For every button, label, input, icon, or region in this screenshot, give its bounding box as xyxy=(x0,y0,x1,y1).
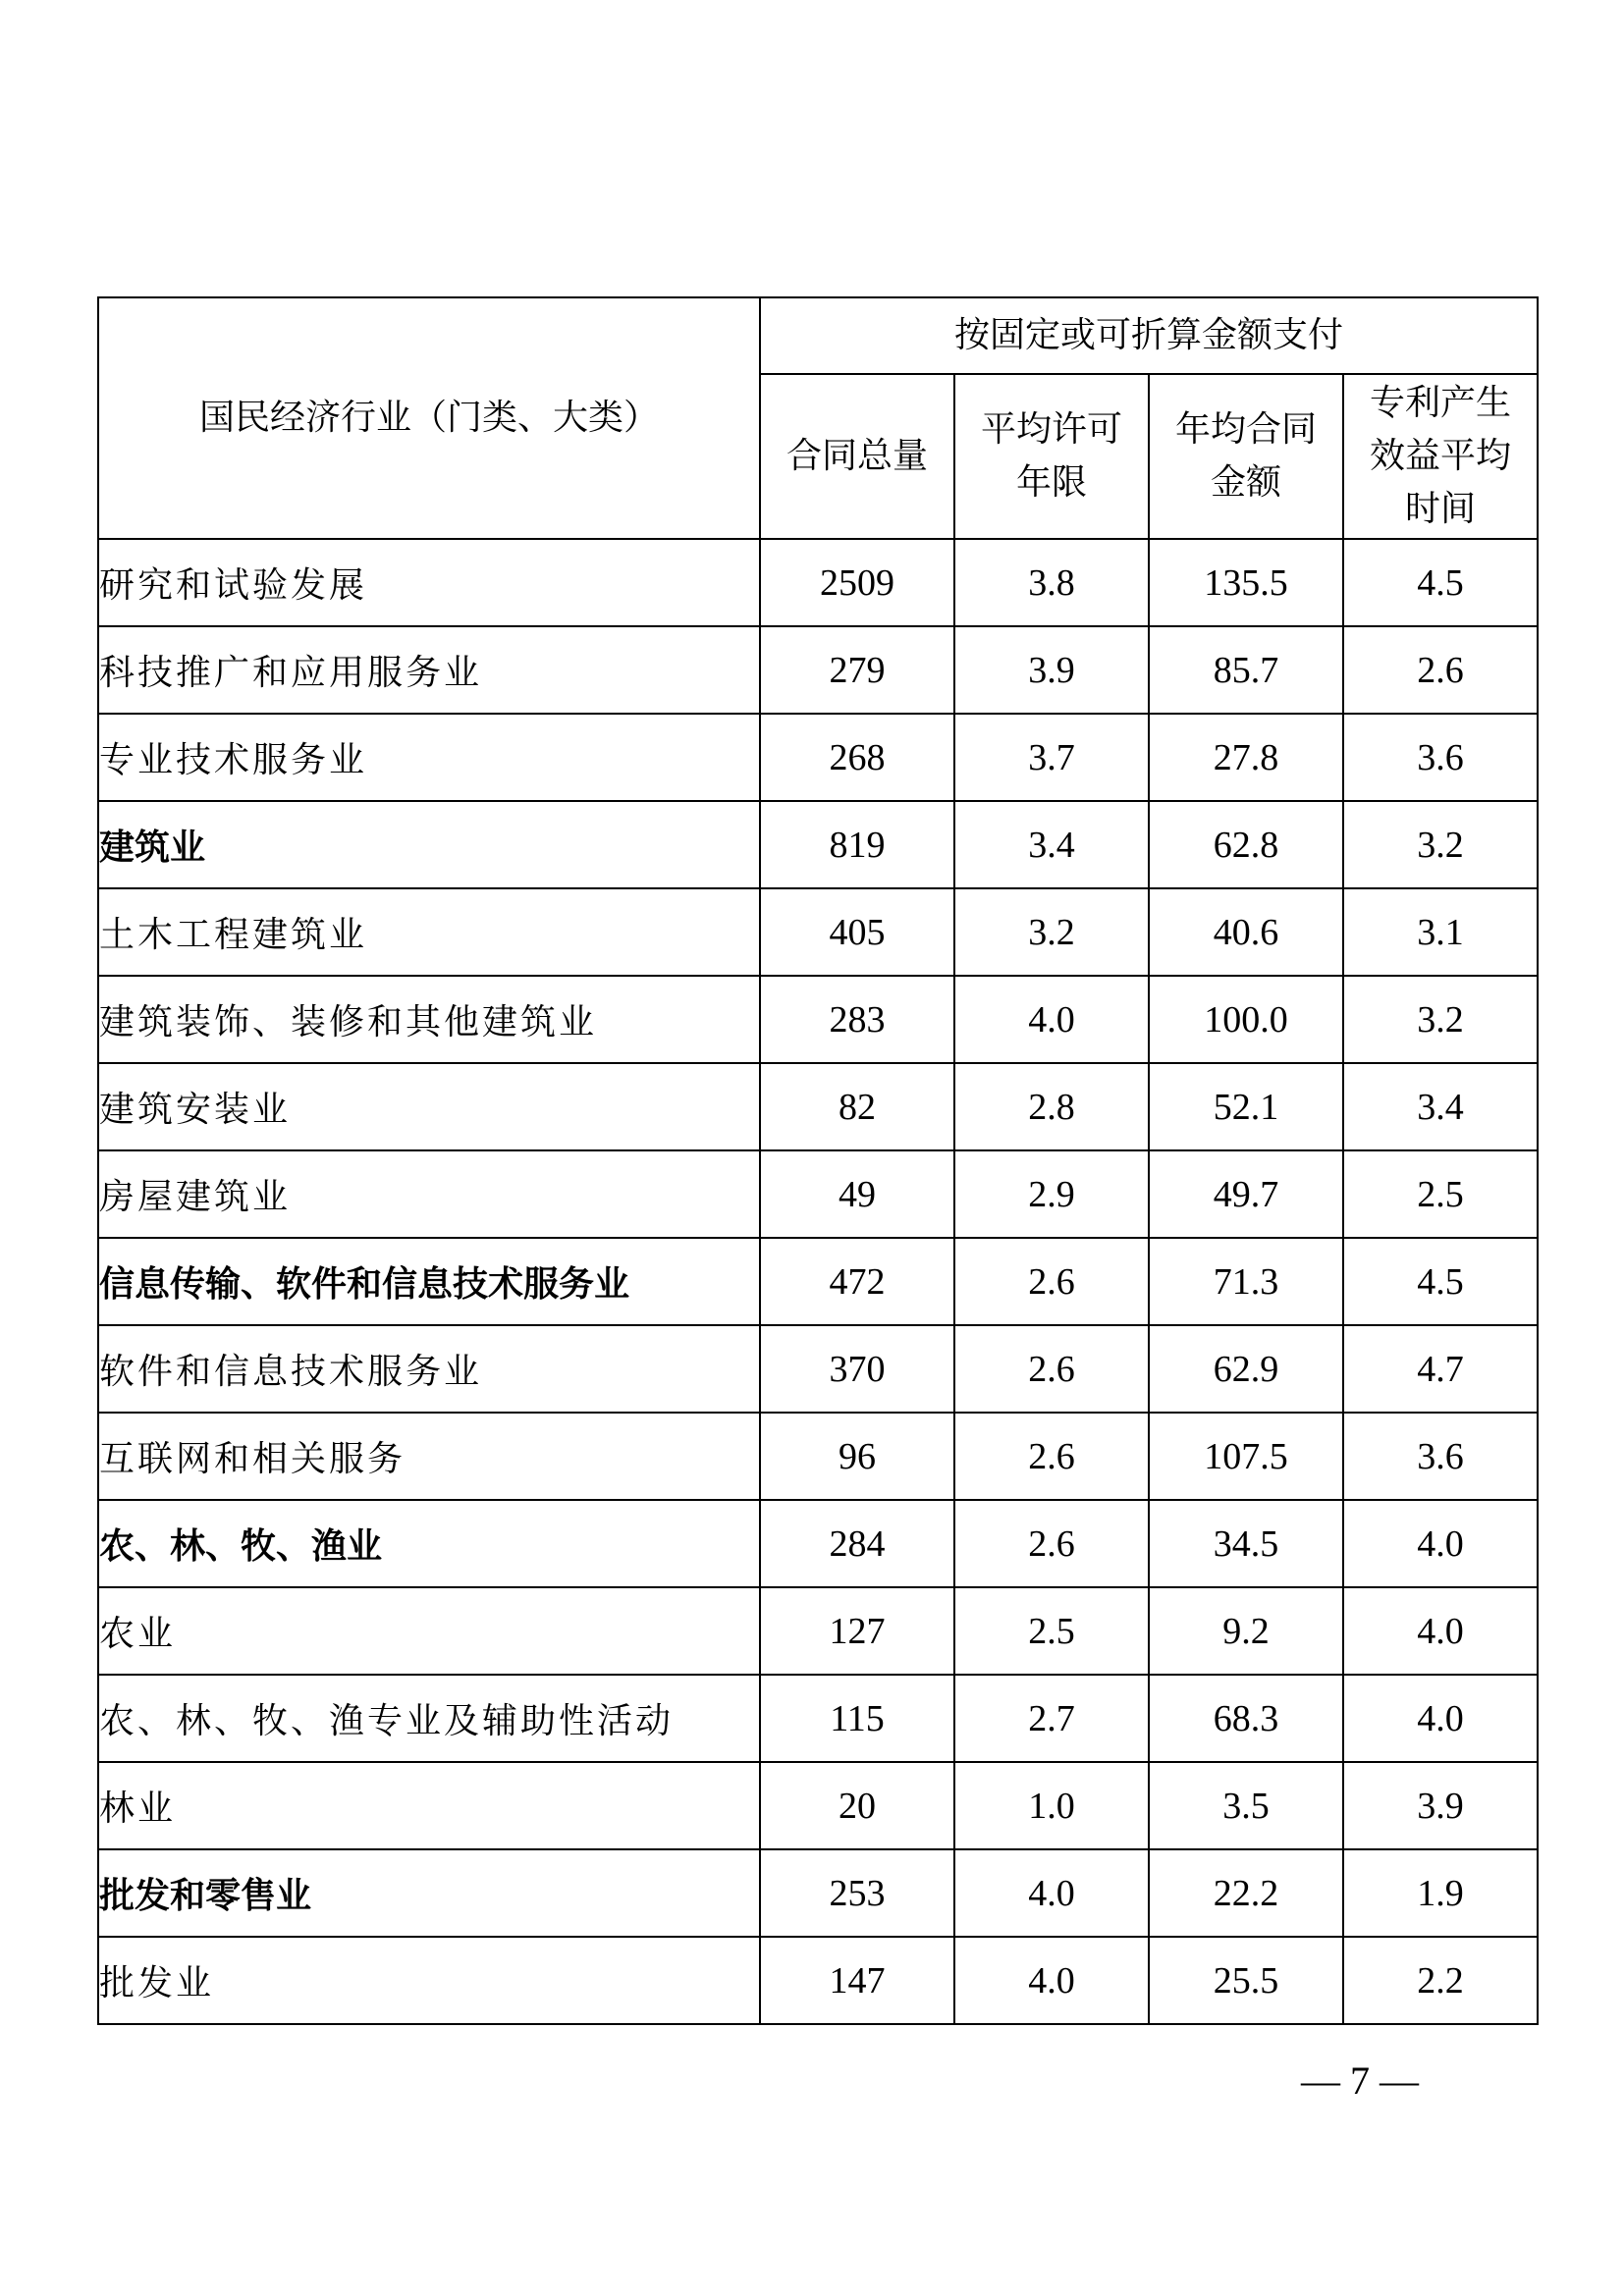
table-row xyxy=(98,539,1538,626)
benefit-time-cell: 4.0 xyxy=(1343,1500,1538,1587)
annual-contract-amount-cell: 135.5 xyxy=(1149,539,1343,626)
industry-subcategory-cell: 土木工程建筑业 xyxy=(98,888,760,976)
industry-subcategory-cell: 专业技术服务业 xyxy=(98,714,760,801)
avg-license-years-cell: 1.0 xyxy=(954,1762,1149,1849)
contract-total-cell: 370 xyxy=(760,1325,954,1413)
benefit-time-cell: 4.7 xyxy=(1343,1325,1538,1413)
avg-license-years-cell: 3.9 xyxy=(954,626,1149,714)
benefit-time-cell: 4.5 xyxy=(1343,539,1538,626)
contract-total-cell: 253 xyxy=(760,1849,954,1937)
avg-license-years-cell: 2.6 xyxy=(954,1413,1149,1500)
industry-subcategory-cell: 批发业 xyxy=(98,1937,760,2024)
annual-contract-amount-cell: 22.2 xyxy=(1149,1849,1343,1937)
industry-subcategory-cell: 林业 xyxy=(98,1762,760,1849)
table-row xyxy=(98,1063,1538,1150)
benefit-time-cell: 2.5 xyxy=(1343,1150,1538,1238)
contract-total-cell: 96 xyxy=(760,1413,954,1500)
contract-total-cell: 284 xyxy=(760,1500,954,1587)
benefit-time-cell: 3.6 xyxy=(1343,1413,1538,1500)
benefit-time-cell: 4.0 xyxy=(1343,1587,1538,1675)
contract-total-cell: 127 xyxy=(760,1587,954,1675)
statistics-table xyxy=(97,296,1539,2025)
annual-contract-amount-cell: 3.5 xyxy=(1149,1762,1343,1849)
industry-subcategory-cell: 农业 xyxy=(98,1587,760,1675)
annual-contract-amount-cell: 62.9 xyxy=(1149,1325,1343,1413)
table-row xyxy=(98,1587,1538,1675)
avg-license-years-cell: 3.7 xyxy=(954,714,1149,801)
contract-total-cell: 115 xyxy=(760,1675,954,1762)
avg-license-years-cell: 2.6 xyxy=(954,1500,1149,1587)
avg-license-years-cell: 3.4 xyxy=(954,801,1149,888)
table-row xyxy=(98,976,1538,1063)
column-header-contract-total: 合同总量 xyxy=(760,374,954,539)
annual-contract-amount-cell: 62.8 xyxy=(1149,801,1343,888)
table-row xyxy=(98,888,1538,976)
annual-contract-amount-cell: 34.5 xyxy=(1149,1500,1343,1587)
column-header-avg-license-years xyxy=(954,374,1149,539)
benefit-time-cell: 3.9 xyxy=(1343,1762,1538,1849)
annual-contract-amount-cell: 9.2 xyxy=(1149,1587,1343,1675)
industry-category-cell: 农、林、牧、渔业 xyxy=(98,1500,760,1587)
benefit-time-cell: 1.9 xyxy=(1343,1849,1538,1937)
avg-license-years-cell: 2.6 xyxy=(954,1325,1149,1413)
avg-license-years-cell: 2.7 xyxy=(954,1675,1149,1762)
annual-contract-amount-cell: 27.8 xyxy=(1149,714,1343,801)
contract-total-cell: 819 xyxy=(760,801,954,888)
contract-total-cell: 268 xyxy=(760,714,954,801)
contract-total-cell: 2509 xyxy=(760,539,954,626)
contract-total-cell: 147 xyxy=(760,1937,954,2024)
column-header-text: 年均合同 金额 xyxy=(1174,409,1317,503)
avg-license-years-cell: 3.8 xyxy=(954,539,1149,626)
column-header-annual-contract-amount xyxy=(1149,374,1343,539)
table-row xyxy=(98,1500,1538,1587)
avg-license-years-cell: 2.6 xyxy=(954,1238,1149,1325)
column-header-text: 专利产生 效益平均 时间 xyxy=(1370,383,1512,529)
avg-license-years-cell: 3.2 xyxy=(954,888,1149,976)
contract-total-cell: 283 xyxy=(760,976,954,1063)
annual-contract-amount-cell: 107.5 xyxy=(1149,1413,1343,1500)
industry-subcategory-cell: 研究和试验发展 xyxy=(98,539,760,626)
table-row xyxy=(98,1849,1538,1937)
table-row xyxy=(98,1238,1538,1325)
annual-contract-amount-cell: 100.0 xyxy=(1149,976,1343,1063)
benefit-time-cell: 3.6 xyxy=(1343,714,1538,801)
table-row xyxy=(98,1937,1538,2024)
industry-column-header: 国民经济行业（门类、大类） xyxy=(98,297,760,539)
contract-total-cell: 49 xyxy=(760,1150,954,1238)
avg-license-years-cell: 2.8 xyxy=(954,1063,1149,1150)
industry-subcategory-cell: 农、林、牧、渔专业及辅助性活动 xyxy=(98,1675,760,1762)
avg-license-years-cell: 2.5 xyxy=(954,1587,1149,1675)
industry-subcategory-cell: 建筑安装业 xyxy=(98,1063,760,1150)
annual-contract-amount-cell: 71.3 xyxy=(1149,1238,1343,1325)
table-row xyxy=(98,626,1538,714)
table-row xyxy=(98,1325,1538,1413)
contract-total-cell: 405 xyxy=(760,888,954,976)
page-number: — 7 — xyxy=(1301,2058,1419,2103)
table-body xyxy=(98,539,1538,2024)
table-row xyxy=(98,1762,1538,1849)
annual-contract-amount-cell: 68.3 xyxy=(1149,1675,1343,1762)
industry-subcategory-cell: 科技推广和应用服务业 xyxy=(98,626,760,714)
avg-license-years-cell: 4.0 xyxy=(954,1849,1149,1937)
annual-contract-amount-cell: 49.7 xyxy=(1149,1150,1343,1238)
avg-license-years-cell: 4.0 xyxy=(954,976,1149,1063)
avg-license-years-cell: 4.0 xyxy=(954,1937,1149,2024)
industry-category-cell: 建筑业 xyxy=(98,801,760,888)
industry-subcategory-cell: 软件和信息技术服务业 xyxy=(98,1325,760,1413)
table-row xyxy=(98,801,1538,888)
contract-total-cell: 279 xyxy=(760,626,954,714)
avg-license-years-cell: 2.9 xyxy=(954,1150,1149,1238)
table-row xyxy=(98,1150,1538,1238)
annual-contract-amount-cell: 25.5 xyxy=(1149,1937,1343,2024)
contract-total-cell: 20 xyxy=(760,1762,954,1849)
benefit-time-cell: 3.2 xyxy=(1343,801,1538,888)
annual-contract-amount-cell: 85.7 xyxy=(1149,626,1343,714)
payment-group-header: 按固定或可折算金额支付 xyxy=(760,297,1538,374)
industry-subcategory-cell: 互联网和相关服务 xyxy=(98,1413,760,1500)
column-header-benefit-time xyxy=(1343,374,1538,539)
benefit-time-cell: 4.5 xyxy=(1343,1238,1538,1325)
table-row xyxy=(98,1675,1538,1762)
contract-total-cell: 82 xyxy=(760,1063,954,1150)
benefit-time-cell: 4.0 xyxy=(1343,1675,1538,1762)
column-header-text: 平均许可 年限 xyxy=(980,409,1122,503)
industry-category-cell: 批发和零售业 xyxy=(98,1849,760,1937)
table-row xyxy=(98,1413,1538,1500)
benefit-time-cell: 3.4 xyxy=(1343,1063,1538,1150)
annual-contract-amount-cell: 52.1 xyxy=(1149,1063,1343,1150)
benefit-time-cell: 2.6 xyxy=(1343,626,1538,714)
industry-category-cell: 信息传输、软件和信息技术服务业 xyxy=(98,1238,760,1325)
industry-subcategory-cell: 房屋建筑业 xyxy=(98,1150,760,1238)
annual-contract-amount-cell: 40.6 xyxy=(1149,888,1343,976)
benefit-time-cell: 3.1 xyxy=(1343,888,1538,976)
benefit-time-cell: 2.2 xyxy=(1343,1937,1538,2024)
industry-subcategory-cell: 建筑装饰、装修和其他建筑业 xyxy=(98,976,760,1063)
table-row xyxy=(98,714,1538,801)
benefit-time-cell: 3.2 xyxy=(1343,976,1538,1063)
contract-total-cell: 472 xyxy=(760,1238,954,1325)
